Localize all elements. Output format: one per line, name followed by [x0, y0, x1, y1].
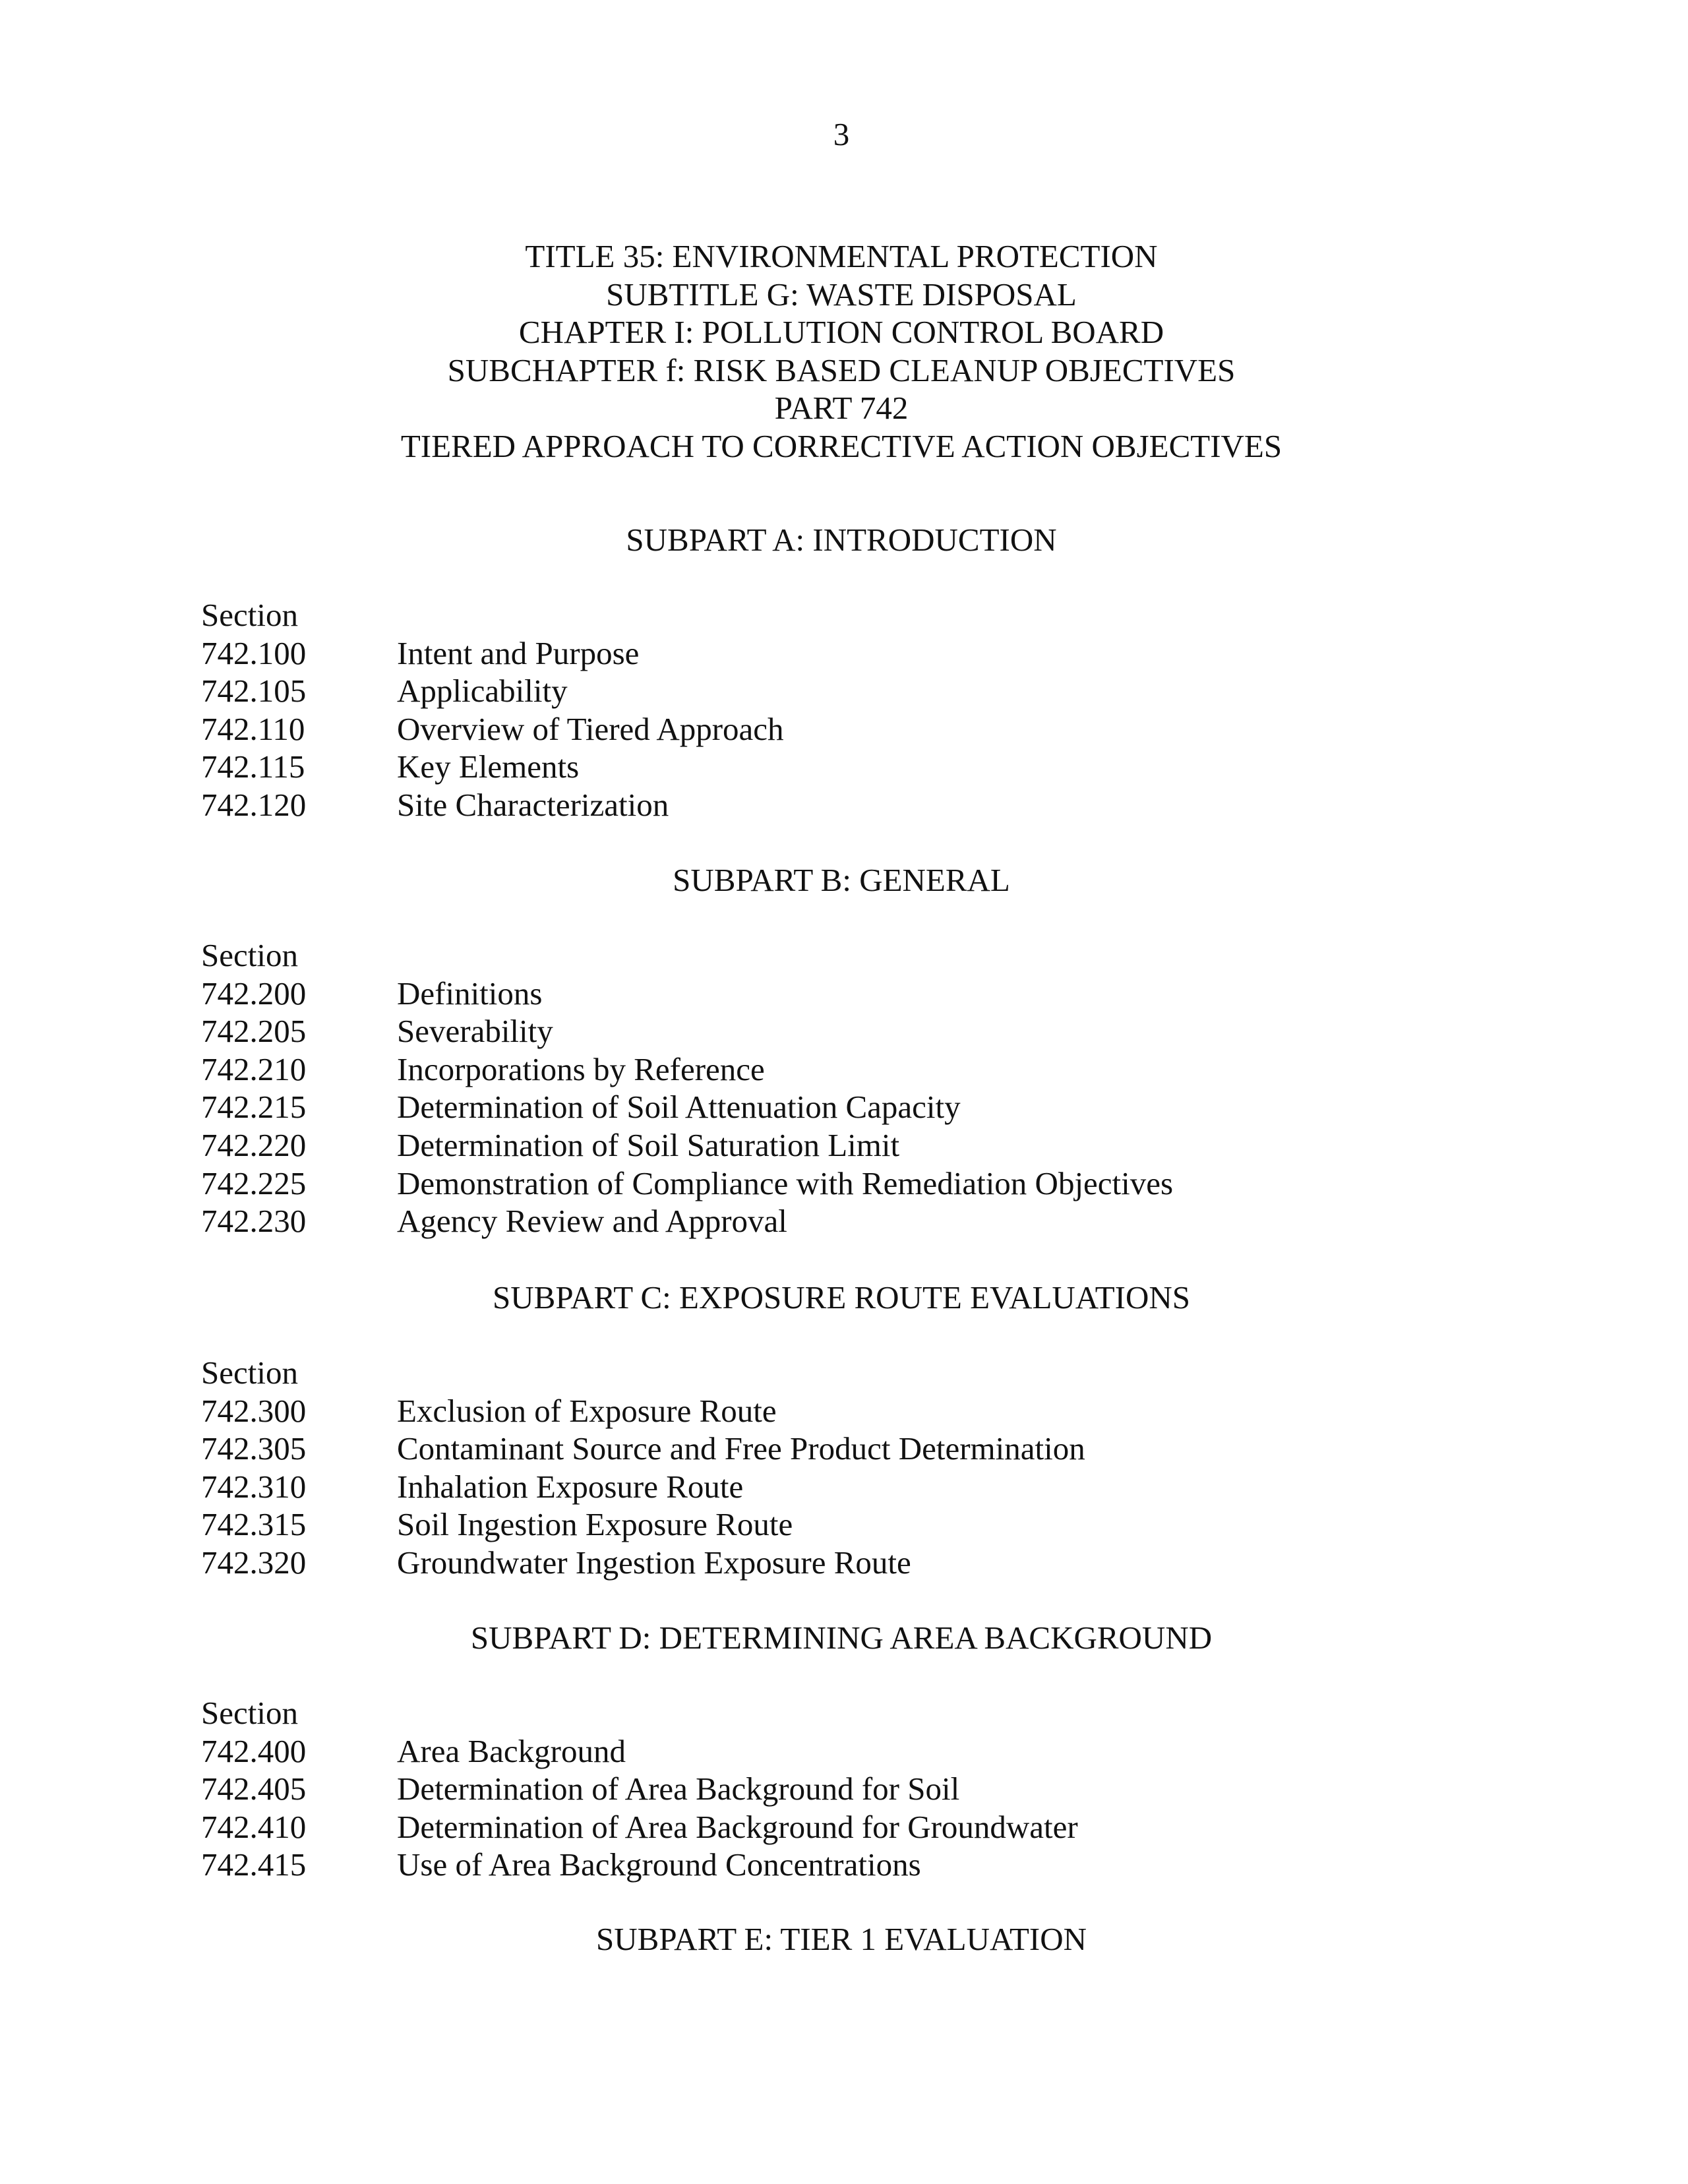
section-number: 742.220 [201, 1126, 307, 1163]
section-title: Site Characterization [397, 786, 669, 823]
section-number: 742.305 [201, 1430, 307, 1467]
section-title: Intent and Purpose [397, 634, 640, 671]
header-subtitle: SUBTITLE G: WASTE DISPOSAL [606, 276, 1077, 313]
section-number: 742.105 [201, 673, 307, 710]
section-label: Section [201, 1695, 298, 1731]
section-number: 742.315 [201, 1506, 307, 1543]
section-title: Exclusion of Exposure Route [397, 1392, 777, 1429]
section-title: Definitions [397, 975, 543, 1012]
section-label: Section [201, 1354, 298, 1391]
subpart-heading: SUBPART E: TIER 1 EVALUATION [596, 1921, 1087, 1957]
section-title: Applicability [397, 673, 568, 710]
section-number: 742.230 [201, 1203, 307, 1240]
section-title: Contaminant Source and Free Product Determination [397, 1430, 1085, 1467]
header-subchapter: SUBCHAPTER f: RISK BASED CLEANUP OBJECTIVES [447, 351, 1236, 388]
section-title: Key Elements [397, 748, 580, 785]
section-number: 742.320 [201, 1544, 307, 1581]
section-number: 742.310 [201, 1468, 307, 1505]
section-number: 742.100 [201, 634, 307, 671]
section-title: Soil Ingestion Exposure Route [397, 1506, 793, 1543]
section-number: 742.400 [201, 1732, 307, 1769]
section-number: 742.120 [201, 786, 307, 823]
section-number: 742.200 [201, 975, 307, 1012]
section-title: Groundwater Ingestion Exposure Route [397, 1544, 911, 1581]
section-title: Overview of Tiered Approach [397, 710, 784, 747]
section-number: 742.225 [201, 1165, 307, 1201]
header-part-title: TIERED APPROACH TO CORRECTIVE ACTION OBJECTIVES [400, 427, 1282, 464]
section-title: Severability [397, 1013, 553, 1050]
document-header [0, 237, 1683, 466]
subpart-heading: SUBPART B: GENERAL [673, 862, 1010, 898]
section-number: 742.415 [201, 1846, 307, 1883]
section-title: Determination of Soil Attenuation Capacity [397, 1089, 961, 1126]
section-title: Determination of Area Background for Groundwater [397, 1808, 1078, 1845]
header-title: TITLE 35: ENVIRONMENTAL PROTECTION [525, 238, 1158, 274]
subpart-heading: SUBPART D: DETERMINING AREA BACKGROUND [470, 1620, 1213, 1656]
section-number: 742.215 [201, 1089, 307, 1126]
section-title: Incorporations by Reference [397, 1050, 765, 1087]
page-number: 3 [833, 116, 850, 152]
section-label: Section [201, 597, 298, 633]
section-number: 742.205 [201, 1013, 307, 1050]
section-number: 742.410 [201, 1808, 307, 1845]
section-title: Agency Review and Approval [397, 1203, 787, 1240]
section-title: Inhalation Exposure Route [397, 1468, 744, 1505]
section-title: Area Background [397, 1732, 626, 1769]
section-number: 742.300 [201, 1392, 307, 1429]
header-chapter: CHAPTER I: POLLUTION CONTROL BOARD [518, 314, 1164, 351]
section-number: 742.405 [201, 1771, 307, 1807]
section-title: Determination of Soil Saturation Limit [397, 1126, 900, 1163]
section-number: 742.115 [201, 748, 305, 785]
section-label: Section [201, 937, 298, 973]
subpart-heading: SUBPART C: EXPOSURE ROUTE EVALUATIONS [493, 1279, 1190, 1316]
section-title: Demonstration of Compliance with Remediation Objectives [397, 1165, 1174, 1201]
section-title: Use of Area Background Concentrations [397, 1846, 921, 1883]
section-number: 742.210 [201, 1050, 307, 1087]
section-title: Determination of Area Background for Soil [397, 1771, 960, 1807]
subpart-heading: SUBPART A: INTRODUCTION [626, 522, 1057, 558]
header-part: PART 742 [774, 390, 909, 427]
section-number: 742.110 [201, 710, 305, 747]
